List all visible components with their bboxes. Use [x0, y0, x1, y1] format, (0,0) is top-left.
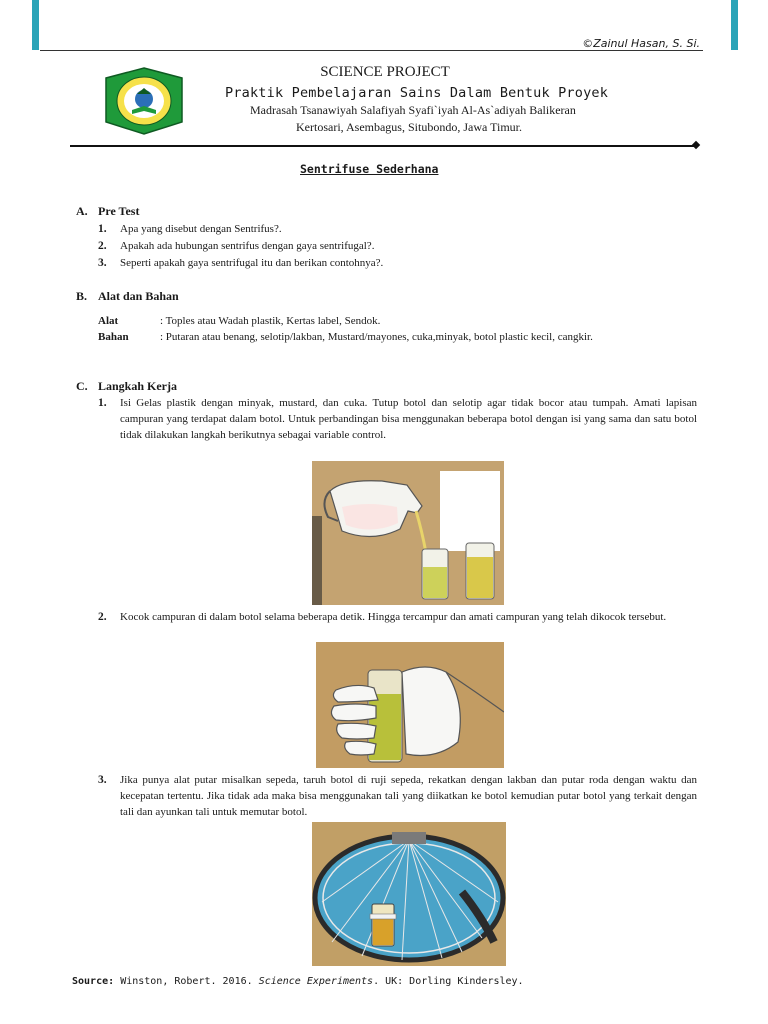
left-accent-bar [32, 0, 39, 50]
school-address-line2: Kertosari, Asembagus, Situbondo, Jawa Timur. [296, 120, 523, 134]
wheel-illustration [312, 822, 506, 966]
copyright-text: ©Zainul Hasan, S. Si. [582, 37, 700, 50]
section-c-heading: Langkah Kerja [98, 379, 178, 393]
pouring-illustration [312, 461, 504, 605]
section-b-heading: Alat dan Bahan [98, 289, 179, 303]
alat-text: : Toples atau Wadah plastik, Kertas label, Sendok. [160, 315, 381, 327]
source-text: Winston, Robert. 2016. [120, 976, 253, 987]
section-a-heading: Pre Test [98, 204, 140, 218]
project-title: SCIENCE PROJECT [320, 64, 450, 80]
bahan-label: Bahan [98, 331, 129, 343]
step-text: Kocok campuran di dalam botol selama beberapa detik. Hingga tercampur dan amati campuran yang telah dikocok tersebut. [120, 611, 667, 623]
pretest-item-text: Seperti apakah gaya sentrifugal itu dan berikan contohnya?. [120, 257, 384, 269]
right-accent-bar [731, 0, 738, 50]
alat-label: Alat [98, 315, 119, 327]
pretest-item-num: 3. [98, 257, 107, 269]
section-b-letter: B. [76, 289, 88, 303]
header-rule-diamond [692, 141, 700, 149]
pretest-item-text: Apakah ada hubungan sentrifus dengan gaya sentrifugal?. [120, 240, 375, 252]
step-text: Jika punya alat putar misalkan sepeda, taruh botol di ruji sepeda, rekatkan dengan lakban dan putar roda dengan waktu dan kecepatan tertentu. Jika tidak ada maka bisa menggunakan tali yang diikatkan ke botol kemudian putar botol yang terkait dengan tali dan ayunkan tali untuk memutar botol. [120, 774, 697, 818]
step-num: 1. [98, 397, 107, 409]
project-subtitle: Praktik Pembelajaran Sains Dalam Bentuk Proyek [225, 85, 609, 101]
source-citation [72, 976, 524, 987]
header-rule [70, 145, 697, 147]
school-logo [102, 66, 186, 136]
pretest-item-text: Apa yang disebut dengan Sentrifus?. [120, 223, 282, 235]
document-title: Sentrifuse Sederhana [300, 162, 439, 176]
step-num: 3. [98, 774, 107, 786]
source-publisher: . UK: Dorling Kindersley. [373, 976, 524, 987]
school-address-line1: Madrasah Tsanawiyah Salafiyah Syafi`iyah Al-As`adiyah Balikeran [250, 103, 576, 117]
top-rule [40, 50, 703, 51]
step-num: 2. [98, 611, 107, 623]
section-c-letter: C. [76, 379, 88, 393]
step-text: Isi Gelas plastik dengan minyak, mustard, dan cuka. Tutup botol dan selotip agar tidak bocor atau tumpah. Amati lapisan campuran yang terdapat dalam botol. Untuk perbandingan bisa menggunakan beberapa botol dengan isi yang sama dan satu botol tidak dilakukan langkah berikutnya sebagai variable control. [120, 397, 697, 441]
source-label: Source: [72, 976, 115, 987]
shaking-illustration [316, 642, 504, 768]
pretest-item-num: 2. [98, 240, 107, 252]
bahan-text: : Putaran atau benang, selotip/lakban, Mustard/mayones, cuka,minyak, botol plastic kecil, cangkir. [160, 331, 593, 343]
pretest-item-num: 1. [98, 223, 107, 235]
section-a-letter: A. [76, 204, 88, 218]
source-title: Science Experiments [258, 976, 374, 987]
